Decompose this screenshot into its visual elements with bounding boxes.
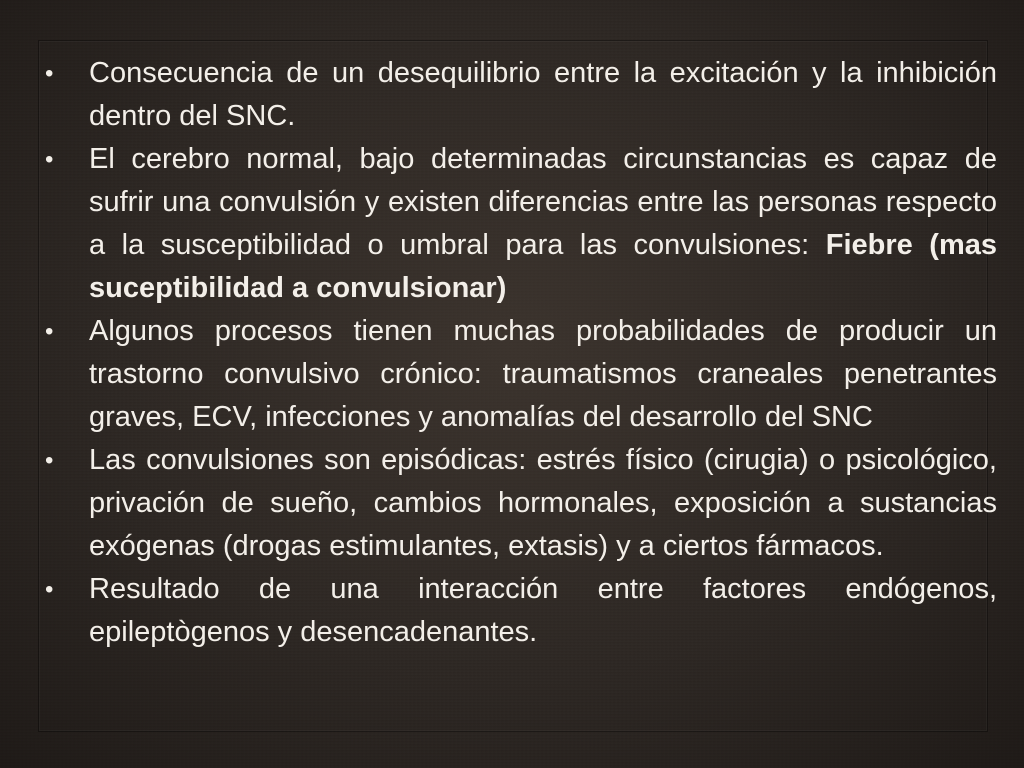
bullet-text: Resultado de una interacción entre factores endógenos, epileptògenos y desencadenantes.	[89, 573, 997, 648]
bullet-icon: •	[45, 60, 54, 87]
bullet-item-2	[40, 138, 997, 310]
bullet-item-4	[40, 439, 997, 568]
bullet-icon: •	[45, 576, 54, 603]
bullet-bold-text: Fiebre (mas suceptibilidad a convulsionar)	[89, 229, 997, 304]
bullet-icon: •	[45, 318, 54, 345]
bullet-text: Consecuencia de un desequilibrio entre la excitación y la inhibición dentro del SNC.	[89, 57, 997, 132]
bullet-icon: •	[45, 146, 54, 173]
bullet-text: El cerebro normal, bajo determinadas circunstancias es capaz de sufrir una convulsión y existen diferencias entre las personas respecto a la susceptibilidad o umbral para las convulsiones:	[89, 143, 997, 261]
slide-content	[40, 52, 997, 654]
bullet-text: Las convulsiones son episódicas: estrés físico (cirugia) o psicológico, privación de sueño, cambios hormonales, exposición a sustancias exógenas (drogas estimulantes, extasis) y a ciertos fármacos.	[89, 444, 997, 562]
bullet-icon: •	[45, 447, 54, 474]
bullet-item-1	[40, 52, 997, 138]
bullet-text: Algunos procesos tienen muchas probabilidades de producir un trastorno convulsivo crónico: traumatismos craneales penetrantes graves, ECV, infecciones y anomalías del desarrollo del SNC	[89, 315, 997, 433]
bullet-item-5	[40, 568, 997, 654]
bullet-list	[40, 52, 997, 654]
bullet-item-3	[40, 310, 997, 439]
